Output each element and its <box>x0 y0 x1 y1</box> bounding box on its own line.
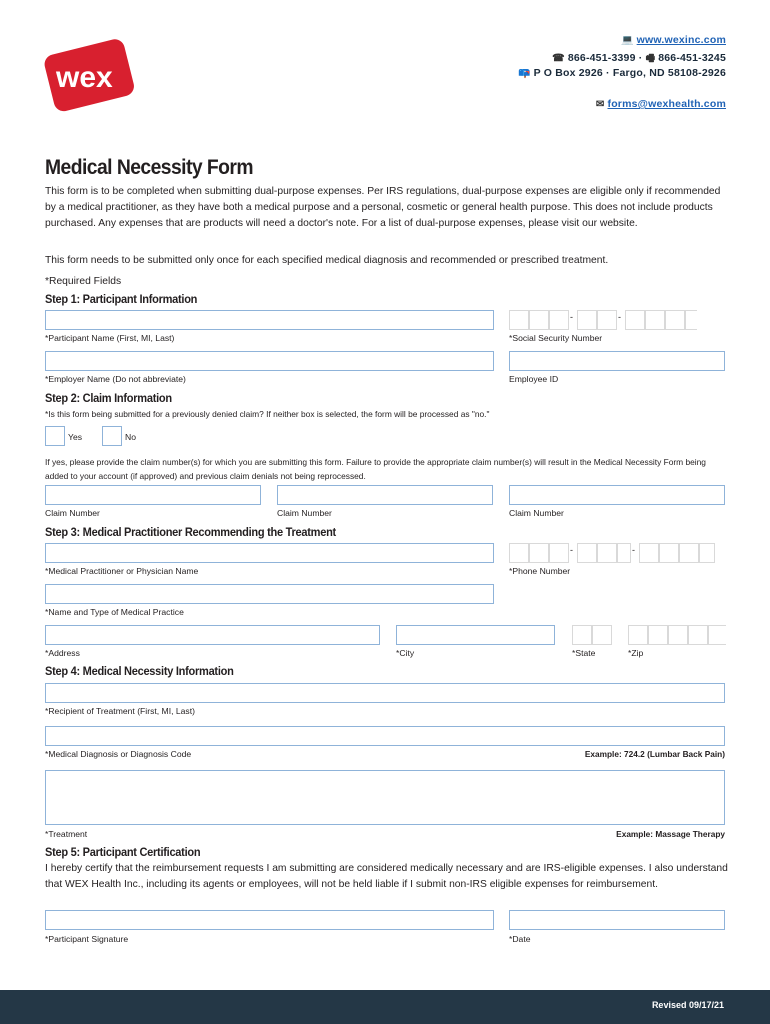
website-line <box>621 34 726 46</box>
website-link[interactable]: www.wexinc.com <box>636 34 726 46</box>
employer-name-field[interactable] <box>45 351 494 371</box>
participant-name-label: *Participant Name (First, MI, Last) <box>45 333 175 343</box>
no-checkbox[interactable] <box>102 426 122 446</box>
claim-number-label-2: Claim Number <box>277 508 332 518</box>
date-field[interactable] <box>509 910 725 930</box>
state-label: *State <box>572 648 596 658</box>
recipient-label: *Recipient of Treatment (First, MI, Last) <box>45 706 195 716</box>
zip-field[interactable] <box>628 625 728 645</box>
step3-heading: Step 3: Medical Practitioner Recommending the Treatment <box>45 525 336 539</box>
yes-label: Yes <box>68 432 83 442</box>
employee-id-field[interactable] <box>509 351 725 371</box>
fax-number: 866-451-3245 <box>658 52 726 64</box>
fax-icon: 🖷 <box>645 53 656 64</box>
form-title: Medical Necessity Form <box>45 156 253 179</box>
step1-heading: Step 1: Participant Information <box>45 292 198 306</box>
signature-label: *Participant Signature <box>45 934 129 944</box>
certification-text: I hereby certify that the reimbursement requests I am submitting are considered medically necessary and are IRS-eligible expenses. I also understand that WEX Health Inc., including its agents or employees, will not be held liable if I submit non-IRS eligible expenses for reimbursement. <box>45 863 728 890</box>
participant-name-field[interactable] <box>45 310 494 330</box>
claim-number-field-2[interactable] <box>277 485 493 505</box>
envelope-icon: ✉ <box>595 99 605 110</box>
phone-dash: - <box>632 545 635 555</box>
phone-icon: ☎ <box>552 53 565 64</box>
denied-claim-question: *Is this form being submitted for a previously denied claim? If neither box is selected, the form will be processed as "no." <box>45 409 490 419</box>
practitioner-name-field[interactable] <box>45 543 494 563</box>
email-line <box>596 98 726 110</box>
intro-paragraph: This form is to be completed when submitting dual-purpose expenses. Per IRS regulations, dual-purpose expenses are eligible only if recommended by a medical practitioner, as they have both a medical purpose and a personal, cosmetic or general health purpose. This does not include products purchased. Any expenses that are products will need a doctor's note. For a list of dual-purpose expenses, please visit our website. <box>45 186 721 229</box>
treatment-label: *Treatment <box>45 829 88 839</box>
address-line <box>518 67 726 79</box>
ssn-field[interactable] <box>509 310 699 330</box>
city-field[interactable] <box>396 625 555 645</box>
claim-number-field-3[interactable] <box>509 485 725 505</box>
intro-paragraph-2: This form needs to be submitted only once for each specified medical diagnosis and recommended or prescribed treatment. <box>45 255 609 266</box>
computer-icon: 💻 <box>620 35 634 46</box>
email-link[interactable]: forms@wexhealth.com <box>607 98 726 110</box>
wex-logo <box>42 36 138 112</box>
yes-checkbox[interactable] <box>45 426 65 446</box>
no-label: No <box>125 432 136 442</box>
step2-heading: Step 2: Claim Information <box>45 391 172 405</box>
signature-field[interactable] <box>45 910 494 930</box>
employer-name-label: *Employer Name (Do not abbreviate) <box>45 374 186 384</box>
zip-label: *Zip <box>628 648 644 658</box>
phone-dash: - <box>570 545 573 555</box>
claim-instructions: If yes, please provide the claim number(s) for which you are submitting this form. Failure to provide the appropriate claim number(s) will result in the Medical Necessity Form being added to your account (if approved) and previous claim denials not being reprocessed. <box>45 457 706 481</box>
treatment-example: Example: Massage Therapy <box>616 829 725 839</box>
revised-date: Revised 09/17/21 <box>651 1000 724 1010</box>
ssn-label: *Social Security Number <box>509 333 603 343</box>
phone-number: 866-451-3399 <box>567 52 636 64</box>
treatment-field[interactable] <box>45 770 725 825</box>
footer-bar <box>0 990 770 1024</box>
step4-heading: Step 4: Medical Necessity Information <box>45 664 234 678</box>
claim-number-label-3: Claim Number <box>509 508 564 518</box>
city-label: *City <box>396 648 415 658</box>
ssn-dash: - <box>570 312 573 322</box>
state-field[interactable] <box>572 625 612 645</box>
phone-line <box>552 51 726 68</box>
address-field[interactable] <box>45 625 380 645</box>
ssn-dash: - <box>618 312 621 322</box>
date-label: *Date <box>509 934 531 944</box>
practice-name-field[interactable] <box>45 584 494 604</box>
mailbox-icon: 📪 <box>517 68 531 79</box>
claim-number-label-1: Claim Number <box>45 508 100 518</box>
logo-text: wex <box>56 61 113 94</box>
claim-number-field-1[interactable] <box>45 485 261 505</box>
separator: · <box>635 52 646 64</box>
recipient-field[interactable] <box>45 683 725 703</box>
mailing-address: P O Box 2926 · Fargo, ND 58108-2926 <box>533 67 726 79</box>
address-label: *Address <box>45 648 80 658</box>
step5-heading: Step 5: Participant Certification <box>45 845 201 859</box>
practitioner-name-label: *Medical Practitioner or Physician Name <box>45 566 199 576</box>
required-note: *Required Fields <box>45 276 122 287</box>
phone-number-label: *Phone Number <box>509 566 571 576</box>
diagnosis-example: Example: 724.2 (Lumbar Back Pain) <box>584 749 725 759</box>
employee-id-label: Employee ID <box>509 374 559 384</box>
diagnosis-field[interactable] <box>45 726 725 746</box>
diagnosis-label: *Medical Diagnosis or Diagnosis Code <box>45 749 192 759</box>
practice-name-label: *Name and Type of Medical Practice <box>45 607 184 617</box>
phone-number-field[interactable] <box>509 543 719 563</box>
